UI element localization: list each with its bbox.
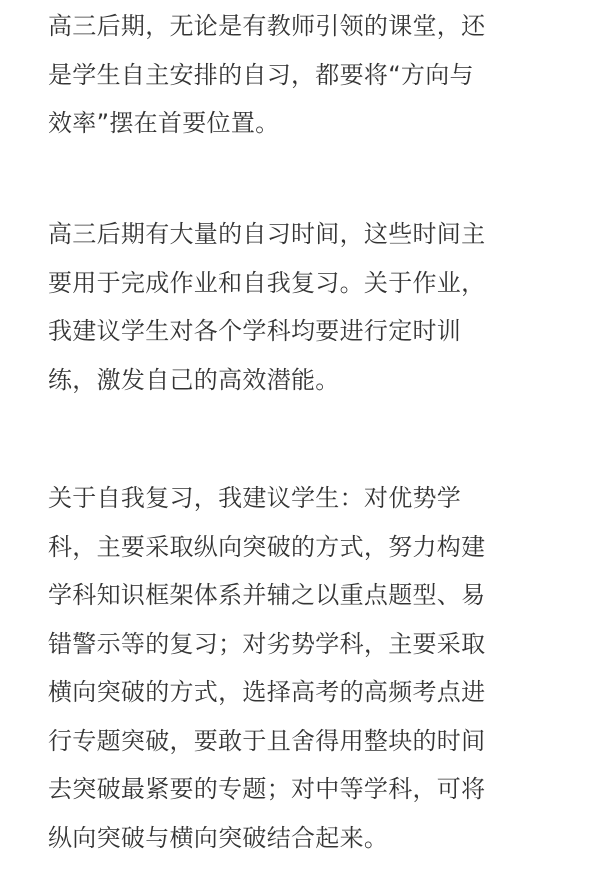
text-line: 科，主要采取纵向突破的方式，努力构建	[48, 532, 486, 561]
text-line: 纵向突破与横向突破结合起来。	[48, 823, 389, 852]
paragraph-self-review	[48, 474, 485, 862]
text-line: 横向突破的方式，选择高考的高频考点进	[48, 678, 486, 706]
text-line: 高三后期，无论是有教师引领的课堂，还	[48, 12, 486, 40]
text-line: 去突破最紧要的专题；对中等学科，可将	[48, 775, 486, 803]
text-line: 是学生自主安排的自习，都要将“方向与	[48, 60, 474, 89]
text-line: 关于自我复习，我建议学生：对优势学	[48, 484, 462, 512]
text-line: 要用于完成作业和自我复习。关于作业，	[48, 268, 486, 297]
paragraph-direction-efficiency	[48, 2, 485, 148]
text-line: 高三后期有大量的自习时间，这些时间主	[48, 220, 486, 248]
paragraph-self-study-homework	[48, 210, 485, 404]
text-line: 练，激发自己的高效潜能。	[48, 365, 340, 394]
text-line: 错警示等的复习；对劣势学科，主要采取	[48, 629, 486, 658]
text-line: 我建议学生对各个学科均要进行定时训	[48, 317, 462, 345]
text-line: 行专题突破，要敢于且舍得用整块的时间	[48, 726, 486, 755]
text-line: 效率”摆在首要位置。	[48, 109, 280, 137]
text-line: 学科知识框架体系并辅之以重点题型、易	[48, 581, 486, 609]
